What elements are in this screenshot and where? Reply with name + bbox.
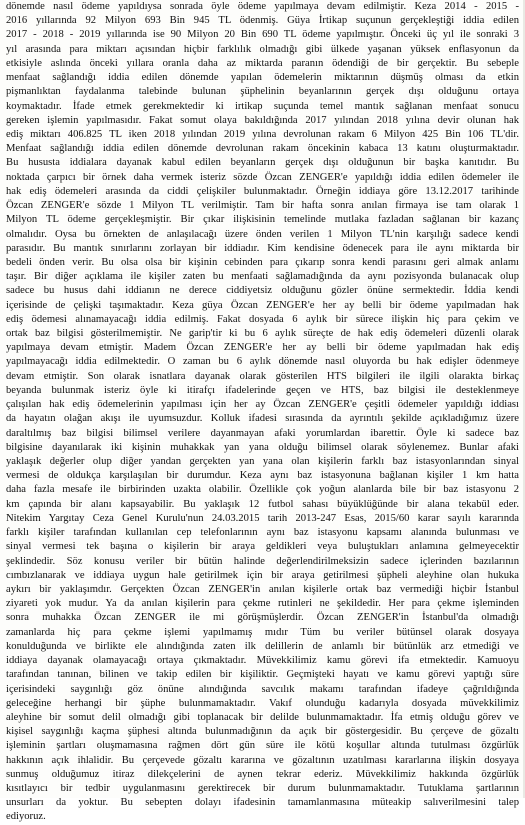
- text-line: yaklaşık değerler olup diğer yandan gerçekten yan yana olan kişilerin farklı baz istasyonlarından sinyal: [6, 456, 519, 467]
- text-line: yapılmayacağı iddia edilmektedir. O zaman bu 6 aylık dönemde nasıl oluyorda bu hak edişler ödenmeye: [6, 356, 519, 368]
- text-line: yıl arasında para miktarı açısından hiçbir farklılık olmadığı gibi ülkede yaşanan yüksek enflasyonun da: [6, 43, 519, 55]
- text-line: 2017 - 2018 - 2019 yıllarında ise 90 Milyon 20 Bin 690 TL ödeme yapılmıştır. Önceki üç yıl ile sonraki 3: [6, 29, 519, 41]
- text-line: Nitekim Yargıtay Ceza Genel Kurulu'nun 24.03.2015 tarih 2013-247 Esas, 2015/60 karar sayılı kararında: [6, 512, 519, 524]
- text-line: taşır. Bir diğer açıklama ile kişiler zaten bu menfaati sağlamadığında da aynı pozisyonda bulanacak olup: [6, 271, 519, 283]
- text-line: Menfaat sağlandığı iddia edilen dönemde devrolunan rakam öncekinin kabaca 13 katını oluşturmaktadır.: [6, 143, 519, 155]
- text-line: daraltılmış baz bilgisi bilimsel verilere dayanmayan afaki yorumlardan ibarettir. Öyle ki sadece baz: [6, 427, 519, 439]
- text-line: beyanda bulunmak isteriz öyle ki itirafçı ifadelerinde geçen ve HTS, baz bilgisi ile desteklenmeye: [6, 384, 519, 396]
- text-line: koymaktadır. İfade etmek gerekmektedir ki irtikap suçunda temel mantık sağlanan menfaat sonucu: [6, 100, 519, 112]
- text-line: iddiaya dayanak olamayacağı ortaya çıkmaktadır. Müvekkilimiz kamu görevi ifa etmektedir. Kamuoyu: [6, 655, 519, 667]
- text-line: devam etmiştir. Son olarak isnatlara dayanak olarak gösterilen HTS bilgileri ile ilgili olarakta birkaç: [6, 370, 519, 382]
- text-line: Özcan ZENGER'e sözde 1 Milyon TL verilmiştir. Tam bir hafta sonra anılan firmaya ise tam olarak 1: [6, 200, 519, 212]
- text-line: geleceğine herhangi bir şüphe bulunmamaktadır. Vakıf olunduğu kadarıyla dosyada müvekkilimiz: [6, 697, 519, 709]
- text-line: menfaat sağlandığı iddia edilen dönemde yapılan ödemelerin miktarının düşmüş olması da etkin: [6, 72, 519, 84]
- text-line: ziyareti yok mudur. Ya da anılan kişilerin para çekme rutinleri ne şekildedir. Her para çekme işleminden: [6, 598, 519, 610]
- text-line: konulduğunda ve birlikte ele alındığında zaten ilk delillerin de anlamlı bir bütünlük arz etmediği ve: [6, 640, 519, 652]
- text-line: içerisindeki saygınlığı göz önüne alındığında savcılık makamı tarafından ifadeye çağrıldığında: [6, 683, 519, 695]
- text-line: bilgisine dayanılarak iki kişinin muhakkak yan yana olduğu bilimsel olarak söylenemez. Bunlar afaki: [6, 441, 519, 453]
- text-line: sadece bu husus dahi iddianın ne derece ciddiyetsiz olduğunu gözler önüne sermektedir. İddia kendi: [6, 285, 519, 297]
- text-line: Milyon TL ödeme gerçekleşmiştir. Bir çıkar ilişkisinin temelinde mutlaka fazladan sağlanan bir kazanç: [6, 214, 519, 226]
- text-line: aleyhine bir somut delil olmadığı gibi toplanacak bir delilde bulunmamaktadır. İfa etmiş olduğu görev ve: [6, 711, 519, 723]
- text-line: km çapında bir alanı kapsayabilir. Bu yaklaşık 12 futbol sahası büyüklüğünde bir alana tekabül eder.: [6, 498, 519, 510]
- text-line: aykırı bir yaklaşımdır. Gerçekten Özcan ZENGER'in anılan kişilerle ortak baz vermediği hiçbir İstanbul: [6, 583, 519, 595]
- text-line: içerisinde de çelişki taşımaktadır. Keza güya Özcan ZENGER'e her ay belli bir ödeme yapılmadan hak: [6, 299, 519, 311]
- text-line: kişisel saygınlığı kaçma şüphesi altında bulunmadığının da açık bir göstergesidir. Bu çerçeve de gözaltı: [6, 726, 519, 738]
- text-line: kısıtlayıcı bir tedbir uygulanmasını gerektirecek bir durum bulunmamaktadır. Tutuklama şartlarının: [6, 783, 519, 795]
- text-line: tarafından tanınan, bilinen ve takip edilen bir kişiliktir. Geçmişteki hayatı ve kamu görevi yaptığı süre: [6, 669, 519, 681]
- text-line: sonra muhakka Özcan ZENGER ile mi görüşmüşlerdir. Özcan ZENGER'in İstanbul'da olmadığı: [6, 612, 519, 624]
- text-line: Bu hususta iddialara dayanak kabul edilen beyanların gerçek dışı olduğunun bir başka kanıtıdır. Bu: [6, 157, 519, 169]
- text-line: zamanlarda hiç para çekme işlemi yapılmamış mıdır Tüm bu veriler bütünsel olarak dosyaya: [6, 626, 519, 638]
- text-line: gereken işlemin yapılmasıdır. Fakat somut olaya bakıldığında 2017 yılından 2018 yılına devir olunan hak: [6, 114, 519, 126]
- text-line: ediş ödemesi alınamayacağı iddia edilmiş. Fakat dosyada 6 aylık bir sürece ilişkin hiç para çekim ve: [6, 313, 519, 325]
- text-line: ediyoruz.: [6, 811, 46, 823]
- text-line: olmalıdır. Oysa bu örnekten de anlaşılacağı üzere önden verilen 1 Milyon TL'nin karşılığı sadece kendi: [6, 228, 519, 240]
- text-line: hak ediş ödemeleri arasında da ciddi çelişkiler bulunmaktadır. Örneğin iddiaya göre 13.12.2017 tarihinde: [6, 185, 519, 197]
- text-line: şeklindedir. Söz konusu veriler bir bütün halinde değerlendirilmeksizin sadece içlerinden bazılarının: [6, 555, 519, 567]
- text-line: ediş miktarı 406.825 TL iken 2018 yılından 2019 yılına devrolunan rakam 6 Milyon 425 Bin 106 TL'dir.: [6, 128, 519, 140]
- text-line: hakkının açık ihlalidir. Bu çerçevede gözaltı kararına ve gözaltının uzatılması kararlarına ilişkin dosyaya: [6, 754, 519, 766]
- text-line: çalışılan hak ediş ödemelerinin yapılması için her ay Özcan ZENGER'e çeşitli ödemeler yapıldığı iddiası: [6, 399, 519, 411]
- text-line: yapılmaya devam etmiştir. Madem Özcan ZENGER'e her ay belli bir ödeme yapılmadan hak ediş: [6, 342, 519, 354]
- text-line: etkisiyle aslında önceki yıllara oranla daha az miktarda paranın ödendiği de bir gerçektir. Bu sebeple: [6, 57, 519, 69]
- text-line: işleminin şartları oluşmamasına rağmen dört gün süre ile kötü koşullar altında tutulması özgürlük: [6, 740, 519, 752]
- text-line: 2016 yıllarında 92 Milyon 693 Bin 945 TL ödenmiş. Güya İrtikap suçunun gerçekleştiği iddia edilen: [6, 15, 519, 27]
- text-line: sinyal vermesi tek başına o kişilerin bir araya geldikleri veya buluştukları anlamına gelmeyecektir: [6, 541, 519, 553]
- text-line: pişmanlıktan faydalanma talebinde bulunan şüphelinin beyanlarının gerçek dışı olduğunu ortaya: [6, 86, 519, 98]
- text-line: daha fazla mesafe ile birbirinden uzakta olabilir. Özellikle çok yoğun alanlarda bile bir baz istasyonu 2: [6, 484, 519, 496]
- text-line: dönemde nasıl ödeme yapıldıysa sonrada öyle ödeme yapılmaya devam edilmiştir. Keza 2014 - 2015 -: [6, 1, 519, 12]
- text-line: bedeli önden verir. Bu olsa olsa bir kişinin cebinden para çıkarıp sonra kendi parasını geri almak anlamı: [6, 256, 519, 268]
- text-line: ortak baz bilgisi gösterilmemiştir. Ne garip'tir ki bu 6 aylık süreçte de hak ediş ödemeleri düzenli olarak: [6, 328, 519, 340]
- text-line: farklı kişiler tarafından kullanılan cep telefonlarının aynı baz istasyonu kapsamı alanında bulunması ve: [6, 527, 519, 539]
- text-line: cımbızlanarak ve iddiaya uygun hale getirilmek için bir araya getirilmesi şüpheli aleyhine olan hukuka: [6, 569, 519, 581]
- text-line: unsurları da yoktur. Bu sebepten dolayı ifadesinin tamamlanmasına müteakip salıverilmesini talep: [6, 797, 519, 809]
- text-line: noktada çarpıcı bir örnek daha vermek isteriz sözde Özcan ZENGER'e yapıldığı iddia edilen ödemeler ile: [6, 171, 519, 183]
- text-line: sunmuş olduğumuz itiraz dilekçelerini de aynen tekrar ederiz. Müvekkilimiz hakkında özgürlük: [6, 768, 519, 780]
- text-line: da hayatın olağan akışı ile uyumsuzdur. Kolluk ifadesi sırasında da ayrıntılı şekilde açıkladığımız üzere: [6, 413, 519, 425]
- document-body-text: [6, 0, 519, 825]
- text-line: parasıdır. Bu mantık sınırlarını zorlayan bir iddiadır. Kim kendisine ödenecek para ile aynı miktarda bir: [6, 242, 519, 254]
- text-line: vermesi de oldukça karşılaşılan bir durumdur. Keza aynı baz istasyonuna bağlanan kişiler 1 km hatta: [6, 470, 519, 482]
